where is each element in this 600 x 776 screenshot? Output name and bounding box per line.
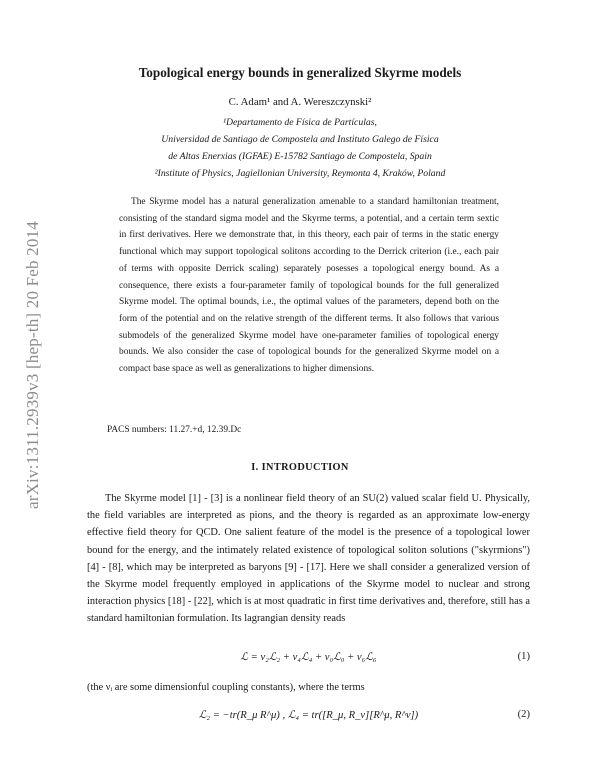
arxiv-identifier: arXiv:1311.2939v3 [hep-th] 20 Feb 2014 (23, 221, 42, 509)
section-heading: I. INTRODUCTION (251, 462, 349, 473)
intro-paragraph: The Skyrme model [1] - [3] is a nonlinear field theory of an SU(2) valued scalar field U. Physically, the field variables are interpreted as pions, and the theory is regarded as an approximate low-energy effective field theory for QCD. One salient feature of the model is the presence of a topological lower bound for the energy, and the intimately related existence of topological soliton solutions ("skyrmions") [4] - [8], which may be interpreted as baryons [9] - [17]. Here we shall consider a generalized version of the Skyrme model frequently employed in applications of the Skyrme model to nuclear and strong interaction physics [18] - [22], which is at most quadratic in first time derivatives and, therefore, still has a standard hamiltonian formulation. Its lagrangian density reads (87, 493, 530, 625)
connecting-text: (the νᵢ are some dimensionful coupling constants), where the terms (87, 682, 365, 693)
affiliation-line: Universidad de Santiago de Compostela and Instituto Galego de Física (161, 134, 439, 145)
equation-2 (87, 709, 530, 729)
equation-1-number: (1) (517, 651, 530, 662)
paper-title: Topological energy bounds in generalized Skyrme models (138, 65, 462, 80)
equation-2-expression: ℒ₂ = −tr(R_μ R^μ) , ℒ₄ = tr([R_μ, R_ν][R^μ, R^ν]) (198, 710, 419, 721)
affiliation-line: ²Institute of Physics, Jagiellonian University, Reymonta 4, Kraków, Poland (154, 168, 446, 179)
equation-1 (87, 651, 530, 671)
arxiv-identifier-stamp (18, 190, 48, 540)
equation-2-number: (2) (517, 709, 530, 720)
equation-1-expression: ℒ = ν₂ℒ₂ + ν₄ℒ₄ + ν₀ℒ₀ + ν₆ℒ₆ (240, 652, 377, 663)
abstract: The Skyrme model has a natural generalization amenable to a standard hamiltonian treatment, consisting of the standard sigma model and the Skyrme terms, a potential, and a certain term sextic in first derivatives. Here we demonstrate that, in this theory, each pair of terms in the static energy functional which may support topological solitons according to the Derrick criterion (i.e., each pair of terms with opposite Derrick scaling) separately posesses a topological energy bound. As a consequence, there exists a four-parameter family of topological bounds for the full generalized Skyrme model. The optimal bounds, i.e., the optimal values of the parameters, depend both on the form of the potential and on the relative strength of the different terms. It also follows that various submodels of the generalized Skyrme model have one-parameter families of topological energy bounds. We also consider the case of topological bounds for the generalized Skyrme model on a compact base space as well as generalizations to higher dimensions. (119, 197, 499, 375)
affiliation-line: de Altas Enerxias (IGFAE) E-15782 Santiago de Compostela, Spain (168, 151, 432, 162)
author-list: C. Adam¹ and A. Wereszczynski² (228, 96, 372, 108)
pacs-numbers: PACS numbers: 11.27.+d, 12.39.Dc (107, 425, 242, 435)
affiliation-line: ¹Departamento de Física de Partículas, (223, 117, 377, 128)
